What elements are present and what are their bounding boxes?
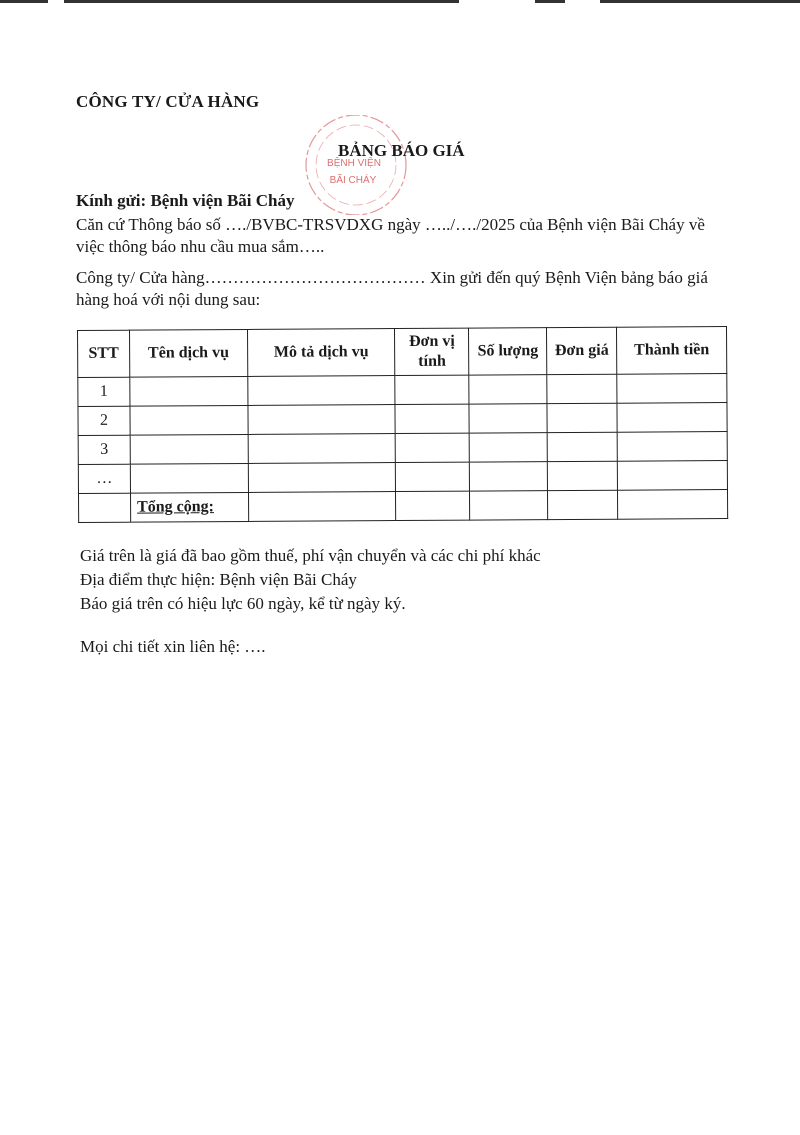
empty-cell: [617, 461, 727, 491]
empty-cell: [395, 404, 469, 433]
empty-cell: [617, 432, 727, 462]
empty-cell: [469, 433, 547, 462]
table-row: [78, 461, 727, 494]
empty-cell: [130, 463, 248, 493]
intro-paragraph-1: Căn cứ Thông báo số …./BVBC-TRSVDXG ngày …../…./2025 của Bệnh viện Bãi Cháy về việc thông báo nhu cầu mua sắm…..: [76, 215, 705, 256]
quotation-table: [77, 326, 728, 523]
empty-cell: [469, 404, 547, 433]
empty-cell: [470, 491, 548, 520]
empty-cell: [248, 405, 396, 435]
empty-cell: [547, 432, 617, 461]
empty-cell: [248, 463, 396, 493]
row-number: 2: [78, 406, 130, 435]
table-row: [78, 432, 727, 465]
empty-cell: [618, 490, 728, 520]
empty-cell: [470, 462, 548, 491]
scan-edge-line: [600, 0, 800, 3]
stamp-line1: BỆNH VIỆN: [327, 158, 381, 169]
note-price-inclusion: Giá trên là giá đã bao gồm thuế, phí vận chuyển và các chi phí khác: [80, 546, 541, 565]
col-header-service-name: Tên dịch vụ: [129, 329, 247, 377]
empty-cell: [548, 461, 618, 490]
empty-cell: [248, 434, 396, 464]
scan-edge-line: [0, 0, 48, 3]
col-header-unit: Đơn vị tính: [395, 328, 469, 375]
empty-cell: [469, 375, 547, 404]
stamp-line2: BÃI CHÁY: [329, 175, 377, 186]
note-validity: Báo giá trên có hiệu lực 60 ngày, kể từ ngày ký.: [80, 594, 406, 613]
row-number: 1: [78, 377, 130, 406]
company-heading: CÔNG TY/ CỬA HÀNG: [76, 92, 260, 111]
col-header-service-description: Mô tả dịch vụ: [247, 329, 395, 377]
empty-cell: [130, 376, 248, 406]
table-header-row: [78, 327, 727, 378]
row-number: 3: [78, 435, 130, 464]
hospital-stamp: [298, 115, 418, 215]
empty-cell: [130, 434, 248, 464]
table-row: [78, 403, 727, 436]
intro-paragraph-2: Công ty/ Cửa hàng………………………………… Xin gửi đến quý Bệnh Viện bảng báo giá hàng hoá với nội dung sau:: [76, 268, 708, 309]
empty-cell: [617, 374, 727, 404]
empty-cell: [396, 462, 470, 491]
note-location: Địa điểm thực hiện: Bệnh viện Bãi Cháy: [80, 570, 357, 589]
empty-cell: [548, 490, 618, 519]
empty-cell: [395, 375, 469, 404]
empty-cell: [130, 405, 248, 435]
scan-edge-line: [535, 0, 565, 3]
terms-notes: [80, 544, 541, 616]
col-header-unit-price: Đơn giá: [547, 327, 617, 374]
col-header-quantity: Số lượng: [469, 328, 547, 375]
empty-cell: [617, 403, 727, 433]
empty-cell: [396, 433, 470, 462]
scan-edge-line: [64, 0, 459, 3]
recipient-line: Kính gửi: Bệnh viện Bãi Cháy: [76, 191, 295, 210]
table-total-row: [78, 490, 727, 523]
empty-cell: [248, 492, 396, 522]
table-row: [78, 374, 727, 407]
total-label: Tổng cộng:: [130, 492, 248, 522]
empty-cell: [248, 376, 396, 406]
col-header-stt: STT: [78, 330, 130, 377]
document-title: BẢNG BÁO GIÁ: [338, 141, 465, 160]
row-number: …: [78, 464, 130, 493]
contact-line: Mọi chi tiết xin liên hệ: ….: [80, 637, 266, 656]
empty-cell: [396, 491, 470, 520]
empty-cell: [547, 403, 617, 432]
empty-cell: [78, 493, 130, 522]
col-header-amount: Thành tiền: [617, 327, 727, 375]
empty-cell: [547, 374, 617, 403]
